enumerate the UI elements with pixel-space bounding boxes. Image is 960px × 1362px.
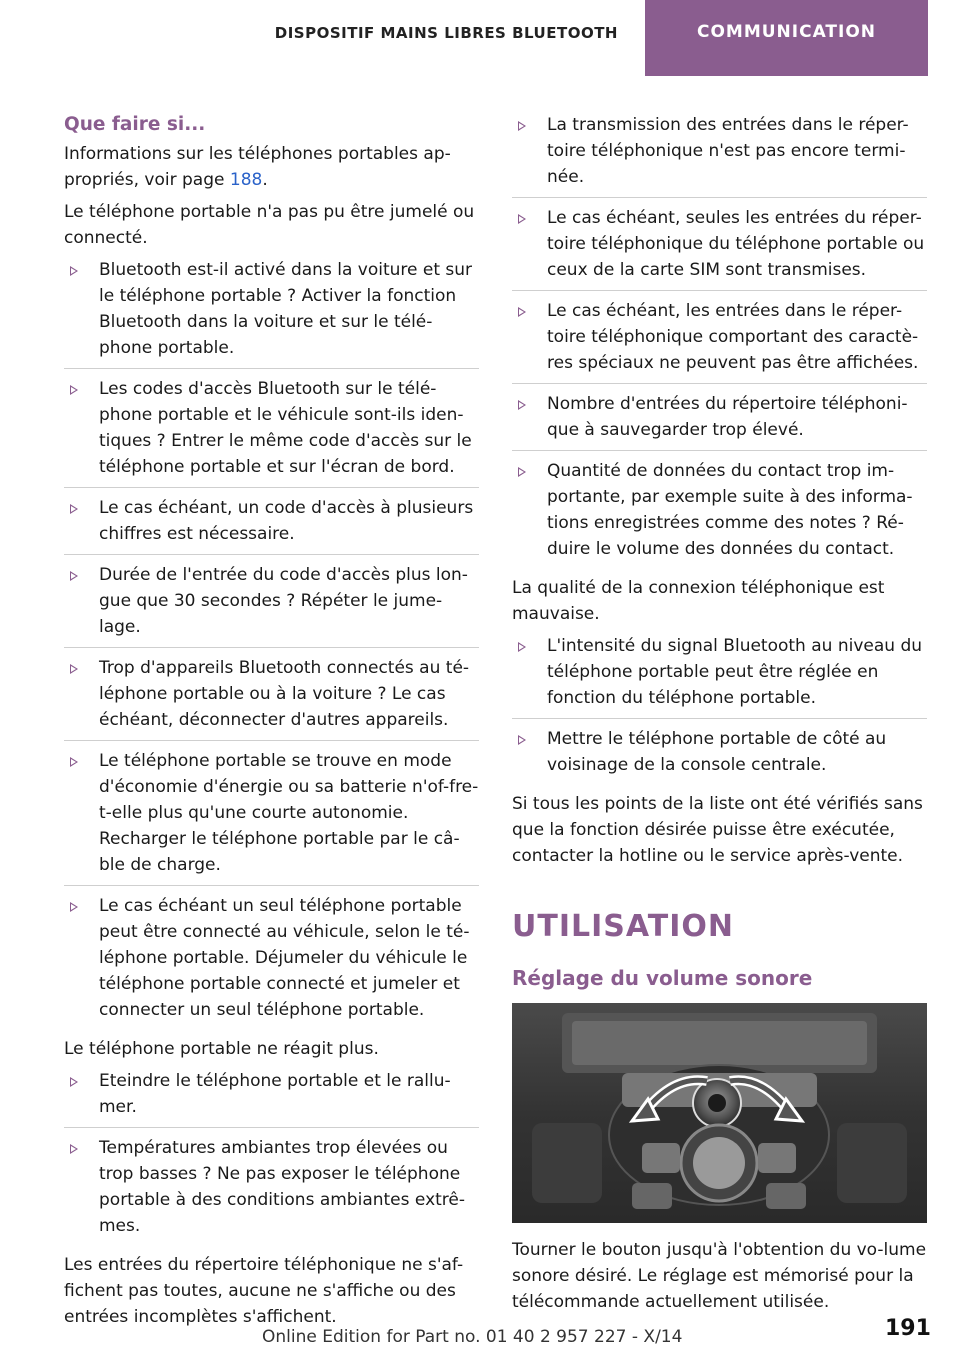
- list-item-text: Nombre d'entrées du répertoire téléphoni-que à sauvegarder trop élevé.: [547, 394, 908, 440]
- closing-paragraph: Si tous les points de la liste ont été vérifiés sans que la fonction désirée puisse être exécutée, contacter la hotline ou le service après-vente.: [512, 794, 923, 866]
- list-item: [64, 376, 479, 488]
- problem-paragraph: La qualité de la connexion téléphonique est mauvaise.: [512, 578, 885, 624]
- checklist: [64, 257, 479, 1030]
- triangle-bullet-icon: [70, 385, 78, 395]
- triangle-bullet-icon: [518, 735, 526, 745]
- list-item: [64, 1135, 479, 1246]
- list-item-text: Eteindre le téléphone portable et le rallu-mer.: [99, 1071, 451, 1117]
- triangle-bullet-icon: [70, 902, 78, 912]
- triangle-bullet-icon: [518, 121, 526, 131]
- list-item: [64, 893, 479, 1030]
- list-item-text: La transmission des entrées dans le réper-toire téléphonique n'est pas encore termi-née.: [547, 115, 909, 187]
- list-item: [64, 1068, 479, 1128]
- subheading-volume: Réglage du volume sonore: [512, 966, 813, 990]
- list-item-text: L'intensité du signal Bluetooth au niveau du téléphone portable peut être réglée en fonction du téléphone portable.: [547, 636, 923, 708]
- list-item: [512, 726, 927, 785]
- section-heading-utilisation: UTILISATION: [512, 909, 734, 944]
- list-item: [64, 257, 479, 369]
- triangle-bullet-icon: [518, 214, 526, 224]
- triangle-bullet-icon: [70, 1144, 78, 1154]
- triangle-bullet-icon: [518, 467, 526, 477]
- list-item: [64, 655, 479, 741]
- checklist: [64, 1068, 479, 1246]
- triangle-bullet-icon: [70, 664, 78, 674]
- heading-que-faire-si: Que faire si...: [64, 114, 206, 135]
- list-item-text: Quantité de données du contact trop im-portante, par exemple suite à des informa-tions enregistrées comme des notes ? Ré-duire le volume des données du contact.: [547, 461, 913, 559]
- list-item-text: Bluetooth est-il activé dans la voiture et sur le téléphone portable ? Activer la fonction Bluetooth dans la voiture et sur le télé-phone portable.: [99, 260, 473, 358]
- right-column: [512, 112, 927, 1321]
- list-item: [512, 633, 927, 719]
- left-column: [64, 112, 479, 1336]
- triangle-bullet-icon: [518, 642, 526, 652]
- footer-edition: Online Edition for Part no. 01 40 2 957 227 - X/14: [262, 1327, 683, 1347]
- center-console-illustration: [512, 1003, 927, 1223]
- checklist: [512, 112, 927, 569]
- page-link[interactable]: 188: [229, 170, 263, 190]
- triangle-bullet-icon: [70, 1077, 78, 1087]
- list-item: [512, 391, 927, 451]
- section-tab-label: COMMUNICATION: [696, 22, 877, 42]
- list-item: [64, 748, 479, 886]
- intro-text: Informations sur les téléphones portables ap-propriés, voir page: [64, 144, 451, 190]
- intro-period: .: [262, 170, 268, 190]
- list-item: [512, 205, 927, 291]
- volume-knob-photo: [512, 1003, 927, 1223]
- list-item-text: Le cas échéant, les entrées dans le réper-toire téléphonique comportant des caractè-res spéciaux ne peuvent pas être affichées.: [547, 301, 919, 373]
- problem-paragraph: Le téléphone portable n'a pas pu être jumelé ou connecté.: [64, 202, 475, 248]
- caption-paragraph: Tourner le bouton jusqu'à l'obtention du vo-lume sonore désiré. Le réglage est mémorisé pour la télécommande actuellement utilisée.: [512, 1240, 927, 1312]
- triangle-bullet-icon: [70, 266, 78, 276]
- list-item-text: Le téléphone portable se trouve en mode d'économie d'énergie ou sa batterie n'of-fre-t-elle plus qu'une courte autonomie. Recharger le téléphone portable par le câ-ble de charge.: [99, 751, 479, 875]
- list-item: [64, 562, 479, 648]
- intro-paragraph: [64, 141, 479, 193]
- list-item-text: Mettre le téléphone portable de côté au voisinage de la console centrale.: [547, 729, 887, 775]
- list-item: [64, 495, 479, 555]
- list-item-text: Les codes d'accès Bluetooth sur le télé-phone portable et le véhicule sont-ils iden-tiques ? Entrer le même code d'accès sur le téléphone portable et sur l'écran de bord.: [99, 379, 472, 477]
- checklist: [512, 633, 927, 785]
- triangle-bullet-icon: [70, 571, 78, 581]
- section-tab: [645, 0, 928, 76]
- list-item-text: Trop d'appareils Bluetooth connectés au té-léphone portable ou à la voiture ? Le cas échéant, déconnecter d'autres appareils.: [99, 658, 470, 730]
- triangle-bullet-icon: [518, 400, 526, 410]
- page-number: 191: [885, 1316, 931, 1341]
- list-item-text: Durée de l'entrée du code d'accès plus lon-gue que 30 secondes ? Répéter le jume-lage.: [99, 565, 468, 637]
- triangle-bullet-icon: [70, 757, 78, 767]
- running-header: DISPOSITIF MAINS LIBRES BLUETOOTH: [274, 24, 618, 42]
- list-item-text: Le cas échéant, un code d'accès à plusieurs chiffres est nécessaire.: [99, 498, 474, 544]
- list-item-text: Le cas échéant, seules les entrées du réper-toire téléphonique du téléphone portable ou ceux de la carte SIM sont transmises.: [547, 208, 925, 280]
- list-item: [512, 458, 927, 569]
- triangle-bullet-icon: [518, 307, 526, 317]
- problem-paragraph: Le téléphone portable ne réagit plus.: [64, 1039, 379, 1059]
- triangle-bullet-icon: [70, 504, 78, 514]
- list-item: [512, 112, 927, 198]
- list-item: [512, 298, 927, 384]
- list-item-text: Le cas échéant un seul téléphone portable peut être connecté au véhicule, selon le té-léphone portable. Déjumeler du véhicule le téléphone portable connecté et jumeler et connecter un seul téléphone portable.: [99, 896, 470, 1020]
- problem-paragraph: Les entrées du répertoire téléphonique ne s'af-fichent pas toutes, aucune ne s'affiche ou des entrées incomplètes s'affichent.: [64, 1255, 464, 1327]
- list-item-text: Températures ambiantes trop élevées ou trop basses ? Ne pas exposer le téléphone portable à des conditions ambiantes extrê-mes.: [99, 1138, 465, 1236]
